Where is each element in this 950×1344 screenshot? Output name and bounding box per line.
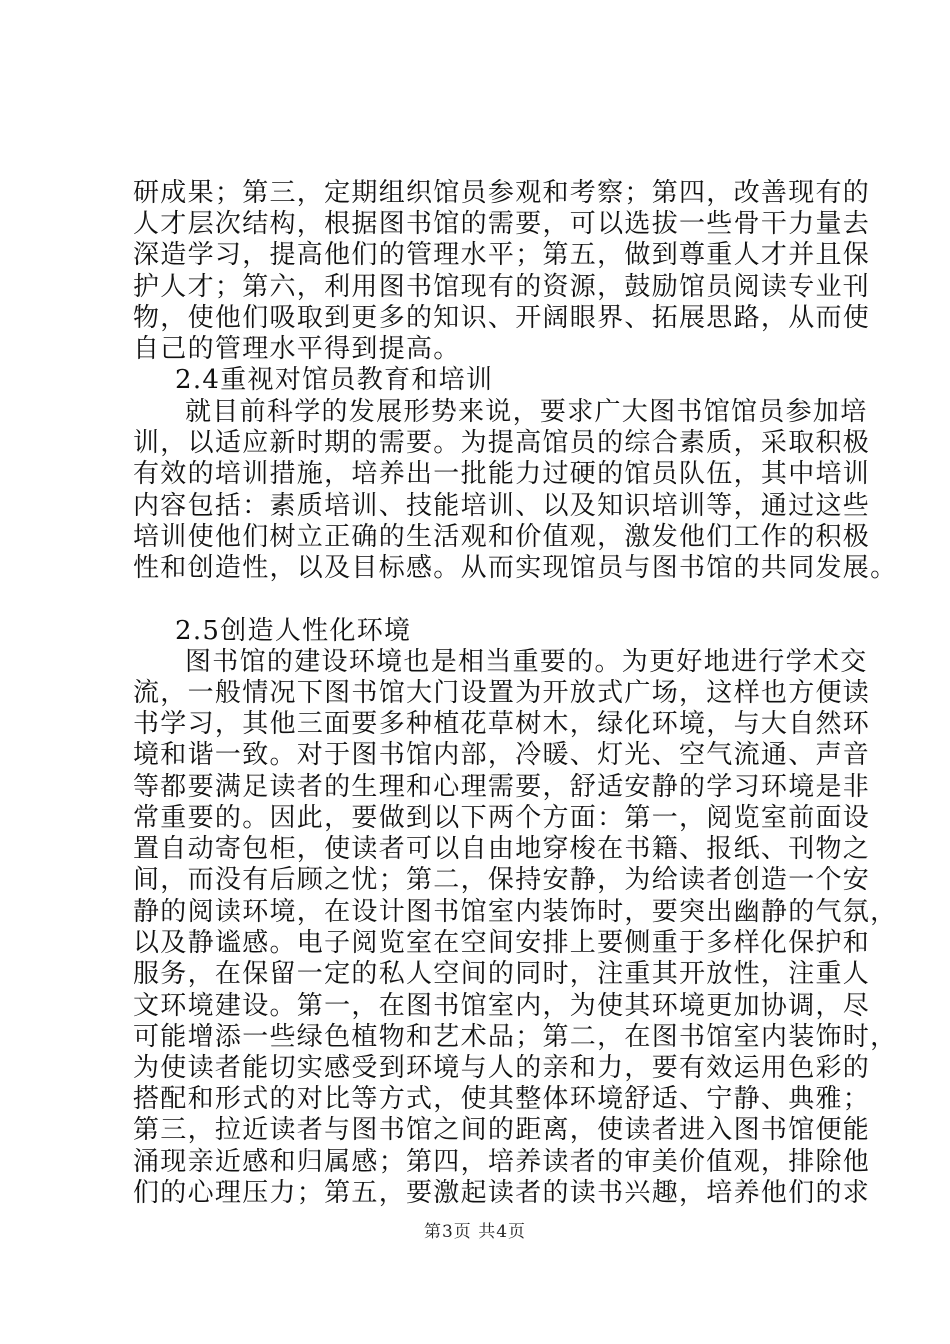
body-line: 置自动寄包柜，使读者可以自由地穿梭在书籍、报纸、刊物之 <box>133 834 871 865</box>
body-line: 以及静谧感。电子阅览室在空间安排上要侧重于多样化保护和 <box>133 928 871 958</box>
body-line: 搭配和形式的对比等方式，使其整体环境舒适、宁静、典雅； <box>133 1084 871 1115</box>
body-line: 文环境建设。第一，在图书馆室内，为使其环境更加协调，尽 <box>133 990 871 1021</box>
body-line: 护人才；第六，利用图书馆现有的资源，鼓励馆员阅读专业刊 <box>133 271 871 302</box>
body-line: 常重要的。因此，要做到以下两个方面：第一，阅览室前面设 <box>133 803 871 833</box>
body-line: 可能增添一些绿色植物和艺术品；第二，在图书馆室内装饰时， <box>133 1021 898 1052</box>
body-line: 物，使他们吸取到更多的知识、开阔眼界、拓展思路，从而使 <box>133 303 871 333</box>
body-line: 等都要满足读者的生理和心理需要，舒适安静的学习环境是非 <box>133 771 871 802</box>
body-line: 第三，拉近读者与图书馆之间的距离，使读者进入图书馆便能 <box>133 1115 871 1146</box>
body-line: 内容包括：素质培训、技能培训、以及知识培训等，通过这些 <box>133 490 871 521</box>
body-line: 研成果；第三，定期组织馆员参观和考察；第四，改善现有的 <box>133 178 871 208</box>
section-heading: 2.5创造人性化环境 <box>175 615 412 646</box>
body-line: 书学习，其他三面要多种植花草树木，绿化环境，与大自然环 <box>133 709 871 740</box>
paragraph-first-line: 图书馆的建设环境也是相当重要的。为更好地进行学术交 <box>185 646 868 677</box>
body-line: 为使读者能切实感受到环境与人的亲和力，要有效运用色彩的 <box>133 1053 871 1083</box>
paragraph-first-line: 就目前科学的发展形势来说，要求广大图书馆馆员参加培 <box>185 396 868 427</box>
body-line: 有效的培训措施，培养出一批能力过硬的馆员队伍，其中培训 <box>133 459 871 490</box>
section-heading: 2.4重视对馆员教育和培训 <box>175 365 494 396</box>
body-line: 静的阅读环境，在设计图书馆室内装饰时，要突出幽静的气氛， <box>133 896 898 927</box>
body-line: 深造学习，提高他们的管理水平；第五，做到尊重人才并且保 <box>133 240 871 271</box>
body-line: 间，而没有后顾之忧；第二，保持安静，为给读者创造一个安 <box>133 865 871 896</box>
body-line: 境和谐一致。对于图书馆内部，冷暖、灯光、空气流通、声音 <box>133 740 871 771</box>
body-line: 们的心理压力；第五，要激起读者的读书兴趣，培养他们的求 <box>133 1177 871 1208</box>
body-line: 服务，在保留一定的私人空间的同时，注重其开放性，注重人 <box>133 959 871 990</box>
body-line: 人才层次结构，根据图书馆的需要，可以选拔一些骨干力量去 <box>133 209 871 240</box>
body-line: 涌现亲近感和归属感；第四，培养读者的审美价值观，排除他 <box>133 1146 871 1177</box>
body-line: 自己的管理水平得到提高。 <box>133 334 461 365</box>
body-line: 培训使他们树立正确的生活观和价值观，激发他们工作的积极 <box>133 521 871 552</box>
body-line: 性和创造性，以及目标感。从而实现馆员与图书馆的共同发展。 <box>133 552 898 583</box>
page-footer: 第3页 共4页 <box>423 1222 527 1242</box>
body-line: 训，以适应新时期的需要。为提高馆员的综合素质，采取积极 <box>133 428 871 458</box>
body-line: 流，一般情况下图书馆大门设置为开放式广场，这样也方便读 <box>133 677 871 708</box>
